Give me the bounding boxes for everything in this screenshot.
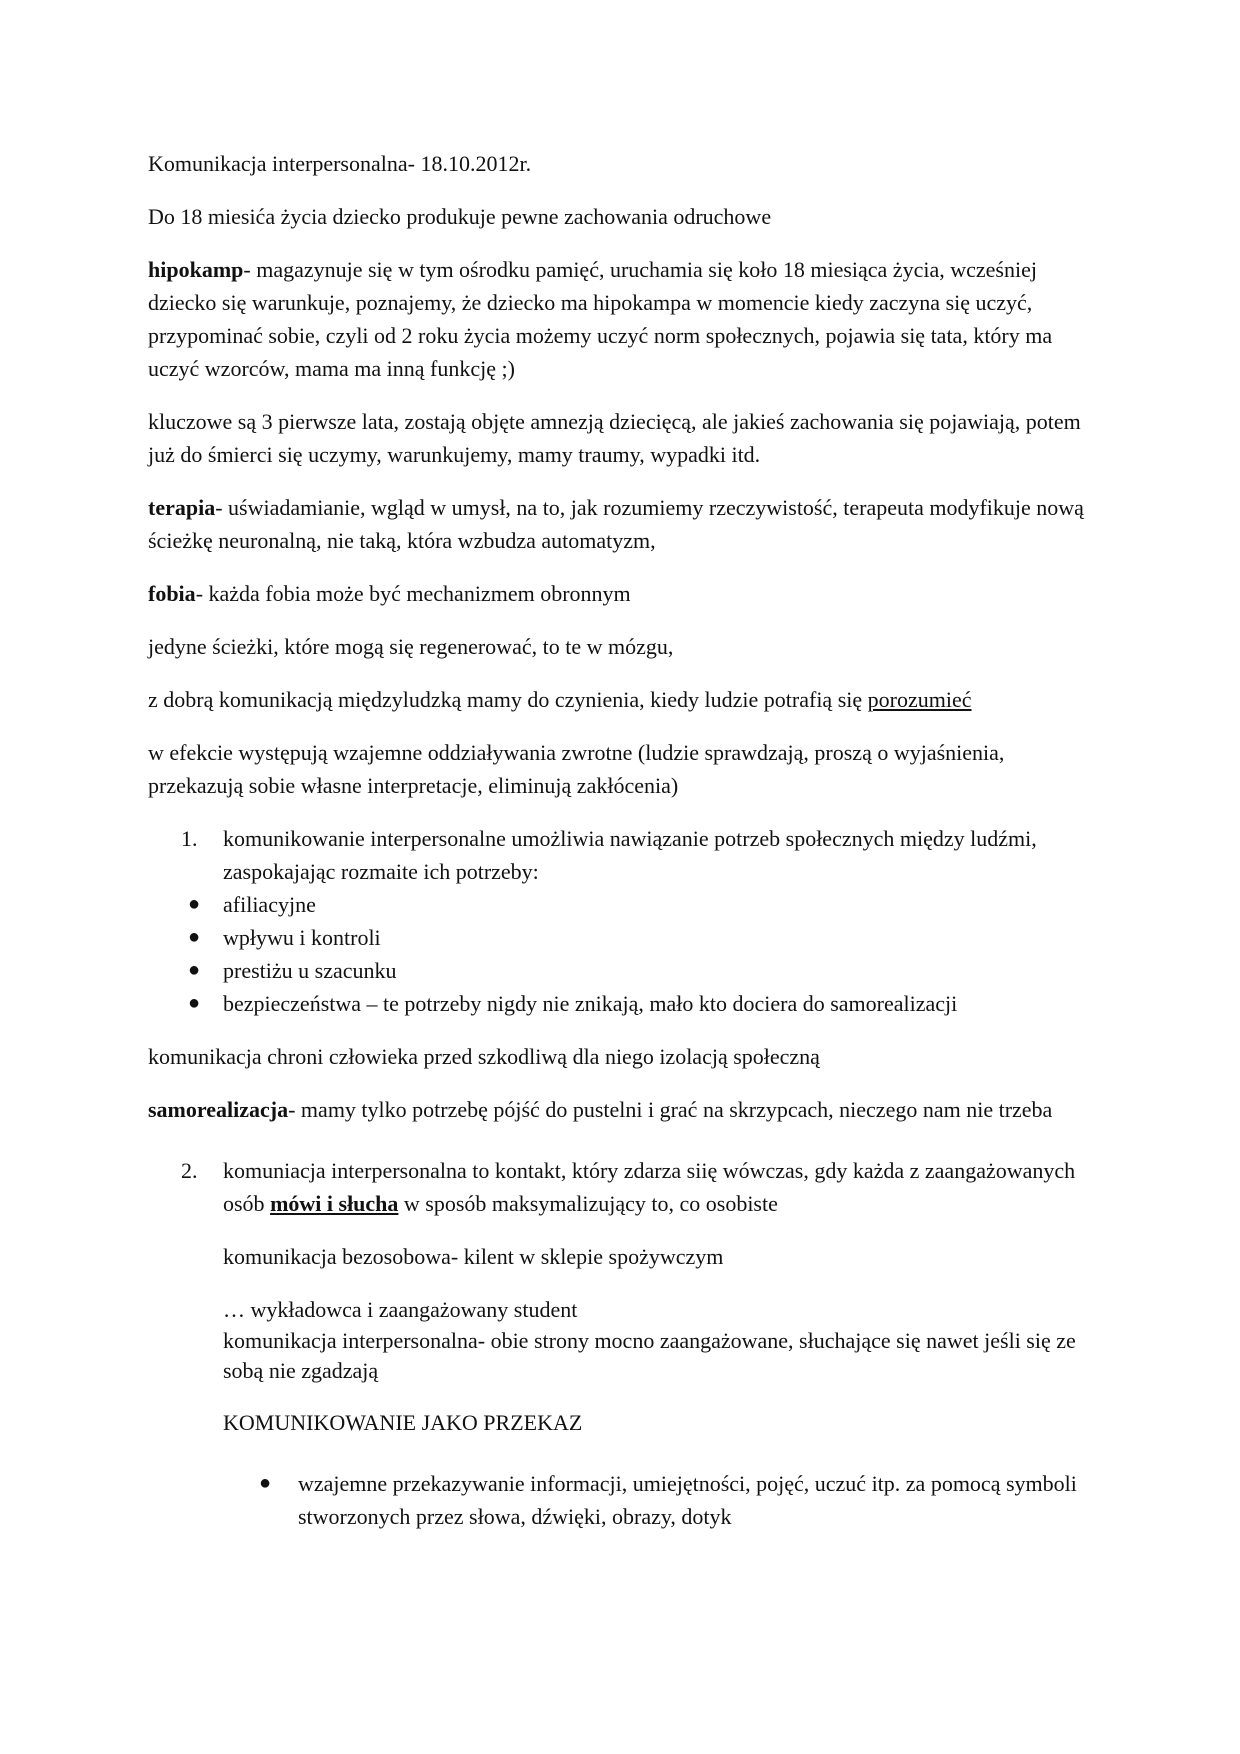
- term-hipokamp: hipokamp: [148, 257, 244, 282]
- list-item-text: komunikowanie interpersonalne umożliwia nawiązanie potrzeb społecznych między ludźmi, zaspokajając rozmaite ich potrzeby:: [223, 826, 1037, 884]
- paragraph: komunikacja interpersonalna- obie strony mocno zaangażowane, słuchające się nawet jeśli się ze sobą nie zgadzają: [223, 1328, 1076, 1383]
- bullet-icon: ●: [188, 893, 201, 915]
- term-fobia: fobia: [148, 581, 196, 606]
- definition-hipokamp: - magazynuje się w tym ośrodku pamięć, uruchamia się koło 18 miesiąca życia, wcześniej dziecko się warunkuje, poznajemy, że dziecko ma hipokampa w momencie kiedy zaczyna się uczyć, przypominać sobie, czyli od 2 roku życia możemy uczyć norm społecznych, pojawia się tata, który ma uczyć wzorców, mama ma inną funkcję ;): [148, 257, 1053, 381]
- paragraph: komunikacja chroni człowieka przed szkodliwą dla niego izolacją społeczną: [148, 1044, 820, 1069]
- bullet-item: [148, 921, 1093, 954]
- paragraph: w efekcie występują wzajemne oddziaływania zwrotne (ludzie sprawdzają, proszą o wyjaśnienia, przekazują sobie własne interpretacje, eliminują zakłócenia): [148, 740, 1005, 798]
- definition-fobia: - każda fobia może być mechanizmem obronnym: [195, 581, 631, 606]
- document-body: [148, 147, 1093, 1533]
- bullet-text: bezpieczeństwa – te potrzeby nigdy nie znikają, mało kto dociera do samorealizacji: [223, 991, 958, 1016]
- paragraph-hipokamp: [148, 253, 1093, 385]
- bullet-icon: ●: [188, 992, 201, 1014]
- bullet-text: wzajemne przekazywanie informacji, umiejętności, pojęć, uczuć itp. za pomocą symboli stworzonych przez słowa, dźwięki, obrazy, dotyk: [298, 1471, 1077, 1529]
- underlined-word: porozumieć: [867, 687, 972, 712]
- bullet-icon: ●: [188, 926, 201, 948]
- paragraph: Do 18 miesića życia dziecko produkuje pewne zachowania odruchowe: [148, 204, 772, 229]
- definition-samorealizacja: - mamy tylko potrzebę pójść do pustelni i grać na skrzypcach, nieczego nam nie trzeba: [288, 1097, 1053, 1122]
- bullet-item: [148, 888, 1093, 921]
- term-samorealizacja: samorealizacja: [148, 1097, 289, 1122]
- bullet-item: [148, 954, 1093, 987]
- sub-bullet-item: [148, 1467, 1093, 1533]
- paragraph: kluczowe są 3 pierwsze lata, zostają objęte amnezją dziecięcą, ale jakieś zachowania się pojawiają, potem już do śmierci się uczymy, warunkujemy, mamy traumy, wypadki itd.: [148, 409, 1081, 467]
- paragraph-samorealizacja: [148, 1093, 1093, 1126]
- list-item-text: w sposób maksymalizujący to, co osobiste: [398, 1191, 778, 1216]
- paragraph: … wykładowca i zaangażowany student: [223, 1297, 578, 1322]
- bullet-text: afiliacyjne: [223, 892, 316, 917]
- bold-underlined-phrase: mówi i słucha: [270, 1191, 399, 1216]
- numbered-item-1: [148, 822, 1093, 888]
- list-number: 2.: [181, 1158, 198, 1183]
- bullet-text: wpływu i kontroli: [223, 925, 381, 950]
- paragraph: komunikacja bezosobowa- kilent w sklepie spożywczym: [223, 1244, 724, 1269]
- bullet-item: [148, 987, 1093, 1020]
- paragraph-text: z dobrą komunikacją międzyludzką mamy do czynienia, kiedy ludzie potrafią się: [148, 687, 868, 712]
- paragraph: jedyne ścieżki, które mogą się regenerować, to te w mózgu,: [148, 634, 674, 659]
- term-terapia: terapia: [148, 495, 216, 520]
- list-number: 1.: [181, 826, 198, 851]
- section-heading: KOMUNIKOWANIE JAKO PRZEKAZ: [223, 1410, 583, 1435]
- paragraph-fobia: [148, 577, 1093, 610]
- document-title: Komunikacja interpersonalna- 18.10.2012r.: [148, 151, 532, 176]
- bullet-icon: ●: [188, 959, 201, 981]
- paragraph-terapia: [148, 491, 1093, 557]
- bullet-icon: ●: [259, 1472, 272, 1494]
- definition-terapia: - uświadamianie, wgląd w umysł, na to, jak rozumiemy rzeczywistość, terapeuta modyfikuje nową ścieżkę neuronalną, nie taką, która wzbudza automatyzm,: [148, 495, 1084, 553]
- numbered-item-2: [148, 1154, 1093, 1220]
- list-item-text: komuniacja interpersonalna to kontakt, który zdarza siię wówczas, gdy każda z zaangażowanych osób: [223, 1158, 1076, 1216]
- bullet-text: prestiżu u szacunku: [223, 958, 397, 983]
- paragraph-porozumiec: [148, 683, 1093, 716]
